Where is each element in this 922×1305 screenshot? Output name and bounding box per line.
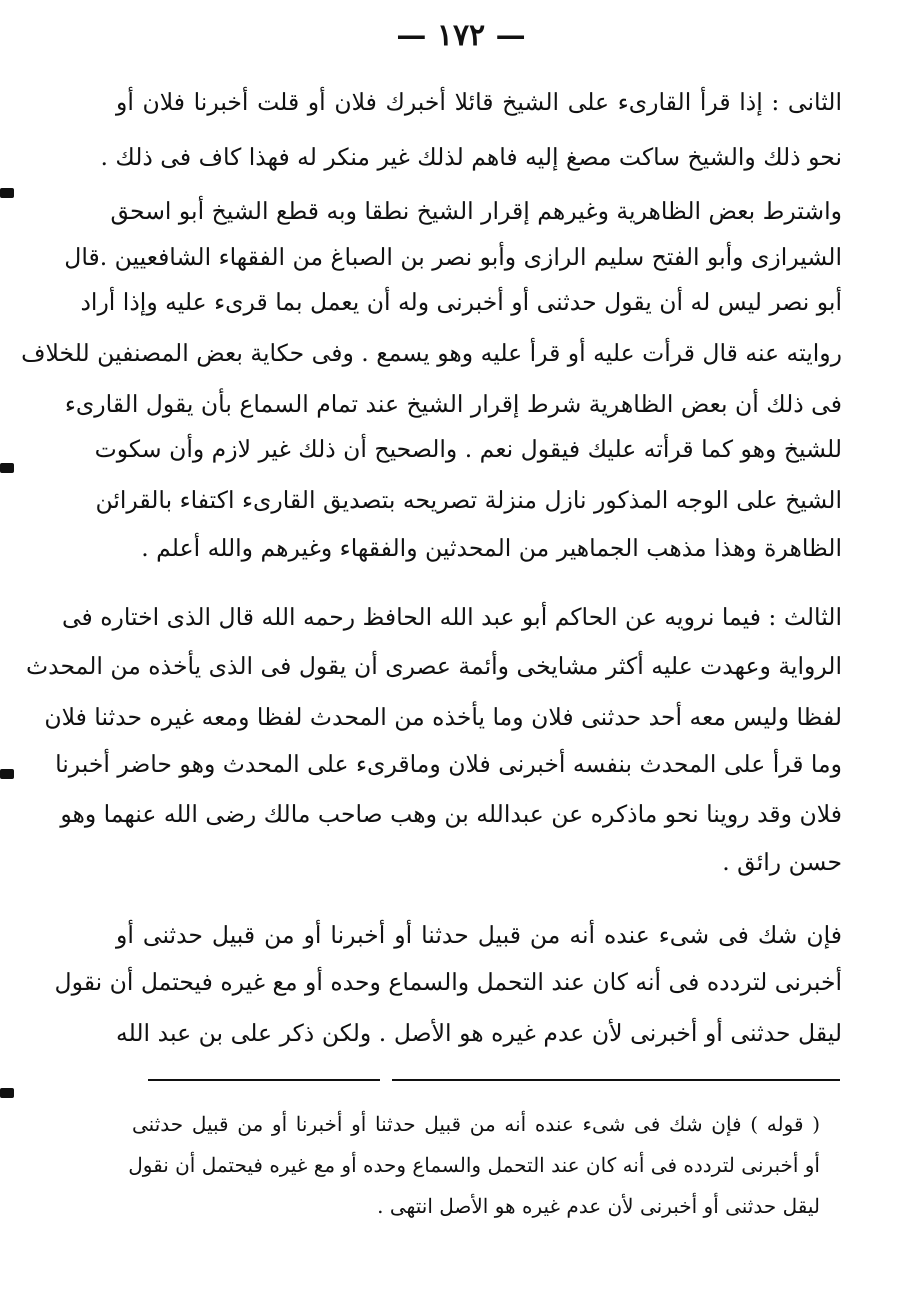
footnote-divider-left	[148, 1079, 380, 1081]
footnote-line-1: ( قوله ) فإن شك فى شىء عنده أنه من قبيل حدثنا أو أخبرنا أو من قبيل حدثنى	[132, 1112, 820, 1136]
paragraph-2-line-1: الثالث : فيما نرويه عن الحاكم أبو عبد الله الحافظ رحمه الله قال الذى اختاره فى	[61, 603, 842, 631]
paragraph-3-line-3: ليقل حدثنى أو أخبرنى لأن عدم غيره هو الأصل . ولكن ذكر على بن عبد الله	[116, 1019, 842, 1047]
paragraph-3-line-1: فإن شك فى شىء عنده أنه من قبيل حدثنا أو أخبرنا أو من قبيل حدثنى أو	[116, 921, 842, 949]
paragraph-1-line-6: روايته عنه قال قرأت عليه أو قرأ عليه وهو يسمع . وفى حكاية بعض المصنفين للخلاف	[21, 339, 842, 367]
paragraph-2-line-2: الرواية وعهدت عليه أكثر مشايخى وأئمة عصرى أن يقول فى الذى يأخذه من المحدث	[25, 652, 842, 680]
paragraph-1-line-8: للشيخ وهو كما قرأته عليك فيقول نعم . والصحيح أن ذلك غير لازم وأن سكوت	[94, 435, 842, 463]
margin-mark	[0, 769, 14, 779]
margin-mark	[0, 1088, 14, 1098]
paragraph-1-line-1: الثانى : إذا قرأ القارىء على الشيخ قائلا أخبرك فلان أو قلت أخبرنا فلان أو	[116, 88, 842, 116]
footnote-divider-right	[392, 1079, 840, 1081]
paragraph-1-line-2: نحو ذلك والشيخ ساكت مصغ إليه فاهم لذلك غير منكر له فهذا كاف فى ذلك .	[100, 143, 842, 171]
paragraph-1-line-5: أبو نصر ليس له أن يقول حدثنى أو أخبرنى وله أن يعمل بما قرىء عليه وإذا أراد	[80, 288, 842, 316]
margin-mark	[0, 188, 14, 198]
margin-mark	[0, 463, 14, 473]
paragraph-1-line-3: واشترط بعض الظاهرية وغيرهم إقرار الشيخ نطقا وبه قطع الشيخ أبو اسحق	[110, 197, 842, 225]
paragraph-2-line-5: فلان وقد روينا نحو ماذكره عن عبدالله بن وهب صاحب مالك رضى الله عنهما وهو	[60, 800, 842, 828]
paragraph-3-line-2: أخبرنى لتردده فى أنه كان عند التحمل والسماع وحده أو مع غيره فيحتمل أن نقول	[54, 968, 842, 996]
paragraph-1-line-9: الشيخ على الوجه المذكور نازل منزلة تصريحه بتصديق القارىء اكتفاء بالقرائن	[95, 486, 842, 514]
paragraph-1-line-10: الظاهرة وهذا مذهب الجماهير من المحدثين والفقهاء وغيرهم والله أعلم .	[141, 534, 842, 562]
paragraph-2-line-4: وما قرأ على المحدث بنفسه أخبرنى فلان وماقرىء على المحدث وهو حاضر أخبرنا	[55, 750, 842, 778]
paragraph-1-line-4: الشيرازى وأبو الفتح سليم الرازى وأبو نصر بن الصباغ من الفقهاء الشافعيين .قال	[64, 243, 842, 271]
page-number: — ١٧٢ —	[396, 18, 526, 53]
paragraph-1-line-7: فى ذلك أن بعض الظاهرية شرط إقرار الشيخ عند تمام السماع بأن يقول القارىء	[64, 390, 842, 418]
paragraph-2-line-3: لفظا وليس معه أحد حدثنى فلان وما يأخذه من المحدث لفظا ومعه غيره حدثنا فلان	[44, 703, 842, 731]
paragraph-2-line-6: حسن رائق .	[722, 848, 842, 876]
footnote-line-2: أو أخبرنى لتردده فى أنه كان عند التحمل والسماع وحده أو مع غيره فيحتمل أن نقول	[128, 1153, 820, 1177]
footnote-line-3: ليقل حدثنى أو أخبرنى لأن عدم غيره هو الأصل انتهى .	[377, 1194, 820, 1218]
